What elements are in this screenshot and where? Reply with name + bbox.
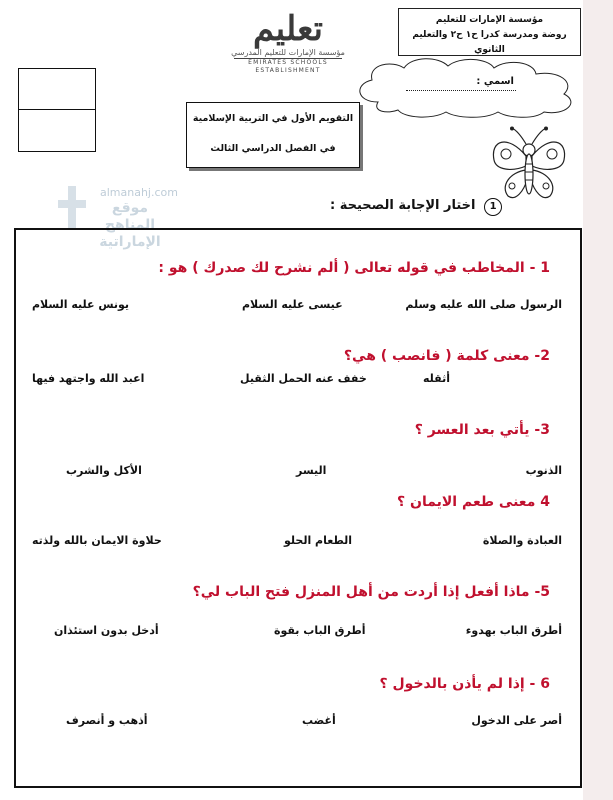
question-4: 4 معنى طعم الايمان ؟	[397, 494, 550, 510]
grade-box	[18, 68, 96, 152]
q6-option-3[interactable]: أذهب و أنصرف	[66, 714, 148, 727]
question-6: 6 - إذا لم يأذن بالدخول ؟	[379, 676, 550, 692]
exam-term: في الفصل الدراسي الثالث	[210, 143, 336, 154]
exam-title-box	[186, 102, 360, 168]
school-name-line1: مؤسسة الإمارات للتعليم	[435, 15, 544, 25]
logo-mark: تعليم	[252, 9, 323, 49]
q4-option-3[interactable]: حلاوة الايمان بالله ولذته	[32, 534, 162, 547]
butterfly-icon	[488, 126, 570, 208]
q4-option-1[interactable]: العبادة والصلاة	[482, 534, 562, 547]
question-3: 3- يأتي بعد العسر ؟	[414, 422, 550, 438]
watermark-url: almanahj.com	[100, 186, 178, 199]
q5-option-3[interactable]: أدخل بدون استئذان	[54, 624, 159, 637]
q2-option-1[interactable]: أثقله	[423, 372, 450, 385]
logo-arabic-text: مؤسسة الإمارات للتعليم المدرسي	[231, 48, 345, 57]
q1-option-1[interactable]: الرسول صلى الله عليه وسلم	[405, 298, 562, 311]
q2-option-3[interactable]: اعبد الله واجتهد فيها	[32, 372, 145, 385]
watermark-text-line1: موقع	[111, 200, 149, 216]
school-info-box	[398, 8, 581, 56]
exam-title: التقويم الأول في التربية الإسلامية	[192, 113, 354, 124]
instruction	[330, 198, 502, 216]
q6-option-1[interactable]: أصر على الدخول	[471, 714, 562, 727]
grade-divider	[19, 109, 95, 110]
q1-option-2[interactable]: عيسى عليه السلام	[242, 298, 343, 311]
q3-option-3[interactable]: الأكل والشرب	[66, 464, 142, 477]
name-label: اسمي :	[476, 76, 514, 87]
q4-option-2[interactable]: الطعام الحلو	[284, 534, 353, 547]
instruction-text: اختار الإجابة الصحيحة :	[330, 198, 476, 213]
name-cloud	[348, 54, 586, 120]
q3-option-2[interactable]: اليسر	[296, 464, 327, 477]
emirates-schools-logo	[228, 10, 348, 74]
logo-english-text: EMIRATES SCHOOLS ESTABLISHMENT	[234, 58, 342, 75]
page-edge-strip	[583, 0, 613, 800]
q5-option-1[interactable]: أطرق الباب بهدوء	[465, 624, 562, 637]
instruction-number: 1	[484, 198, 502, 216]
q2-option-2[interactable]: خفف عنه الحمل الثقيل	[240, 372, 367, 385]
q3-option-1[interactable]: الذنوب	[525, 464, 562, 477]
school-name-line2: روضة ومدرسة كدرا ح١ ح٢ والتعليم الثانوي	[412, 30, 567, 55]
q1-option-3[interactable]: يونس عليه السلام	[32, 298, 130, 311]
cloud-shape	[348, 54, 586, 120]
watermark-text-line2: المناهج الإماراتية	[99, 217, 161, 250]
question-5: 5- ماذا أفعل إذا أردت من أهل المنزل فتح الباب لي؟	[192, 584, 550, 600]
name-field[interactable]	[406, 90, 516, 91]
questions-box	[14, 228, 582, 788]
q5-option-2[interactable]: أطرق الباب بقوة	[274, 624, 366, 637]
question-1: 1 - المخاطب في قوله تعالى ( ألم نشرح لك صدرك ) هو :	[158, 260, 550, 276]
q6-option-2[interactable]: أغضب	[302, 714, 336, 727]
question-2: 2- معنى كلمة ( فانصب ) هي؟	[343, 348, 550, 364]
